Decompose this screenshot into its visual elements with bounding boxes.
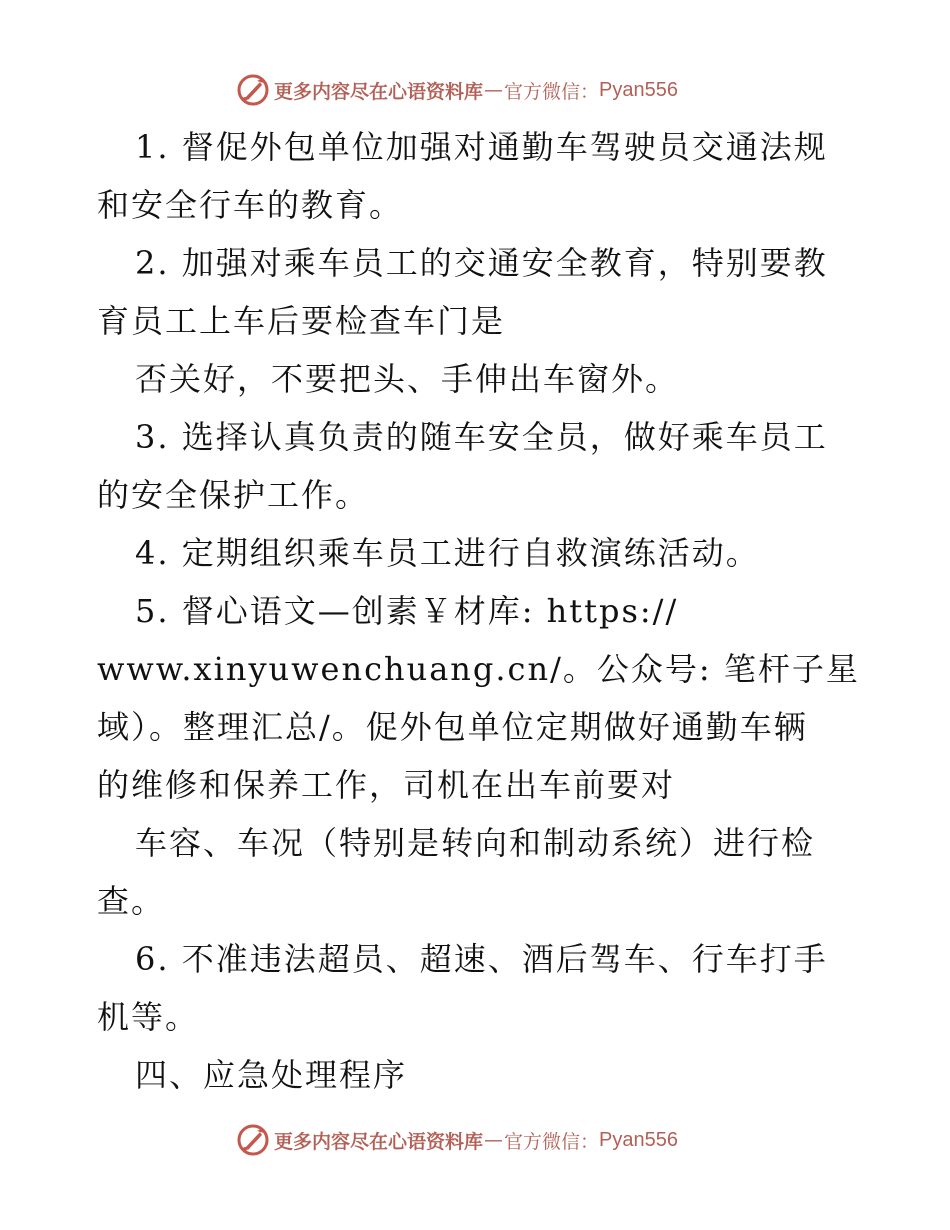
text-line: 2. 加强对乘车员工的交通安全教育，特别要教 <box>135 244 828 282</box>
text-line: 的安全保护工作。 <box>97 476 370 514</box>
watermark-text: 更多内容尽在心语资料库 <box>274 80 484 103</box>
quill-logo-icon <box>236 1123 270 1157</box>
text-line: 车容、车况（特别是转向和制动系统）进行检 <box>135 824 816 862</box>
watermark-official-label: 官方微信： <box>504 1130 600 1153</box>
text-line: 查。 <box>97 882 166 920</box>
watermark-dash: — <box>484 79 504 101</box>
watermark-dash: — <box>484 1129 504 1151</box>
text-line: 否关好，不要把头、手伸出车窗外。 <box>135 360 680 398</box>
watermark-text: 更多内容尽在心语资料库 <box>274 1130 484 1153</box>
text-line: 的维修和保养工作，司机在出车前要对 <box>97 766 676 804</box>
text-line: 域）。整理汇总/。促外包单位定期做好通勤车辆 <box>97 708 808 746</box>
watermark-header <box>236 72 678 108</box>
section-heading: 四、应急处理程序 <box>135 1056 408 1094</box>
text-line: www.xinyuwenchuang.cn/。公众号: 笔杆子星 <box>97 650 860 688</box>
text-line: 5. 督心语文—创素￥材库: https:// <box>135 592 679 630</box>
watermark-account: Pyan556 <box>599 1128 678 1151</box>
text-line: 育员工上车后要检查车门是 <box>97 302 506 340</box>
watermark-account: Pyan556 <box>599 78 678 101</box>
text-line: 和安全行车的教育。 <box>97 186 404 224</box>
watermark-footer <box>236 1122 678 1158</box>
document-body <box>97 118 860 1104</box>
text-line: 1. 督促外包单位加强对通勤车驾驶员交通法规 <box>135 128 828 166</box>
text-line: 机等。 <box>97 998 200 1036</box>
quill-logo-icon <box>236 73 270 107</box>
text-line: 3. 选择认真负责的随车安全员，做好乘车员工 <box>135 418 828 456</box>
text-line: 6. 不准违法超员、超速、酒后驾车、行车打手 <box>135 940 828 978</box>
watermark-official-label: 官方微信： <box>504 80 600 103</box>
text-line: 4. 定期组织乘车员工进行自救演练活动。 <box>135 534 760 572</box>
